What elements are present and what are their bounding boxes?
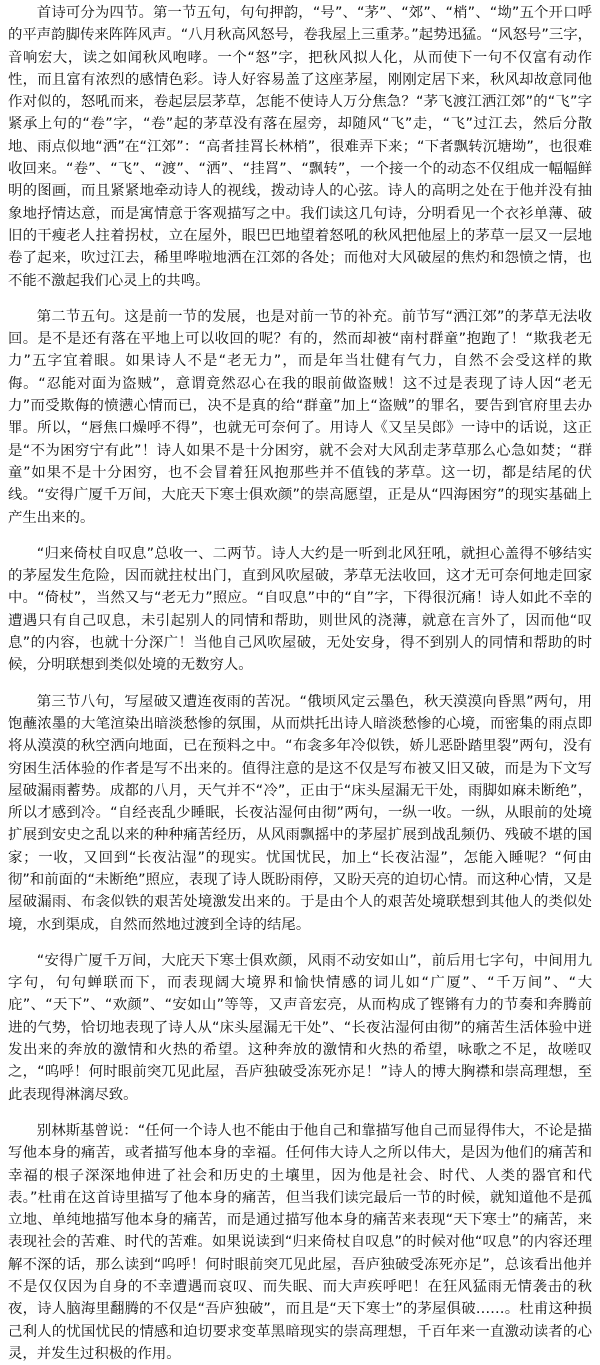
paragraph-section-2: 第二节五句。这是前一节的发展，也是对前一节的补充。前节写“洒江郊”的茅草无法收回。是不是还有落在平地上可以收回的呢？有的，然而却被“南村群童”抱跑了！“欺我老无力”五字宜着眼。如果诗人不是“老无力”，而是年当壮健有气力，自然不会受这样的欺侮。“忍能对面为盗贼”，意谓竟然忍心在我的眼前做盗贼！这不过是表现了诗人因“老无力”而受欺侮的愤懑心情而已，决不是真的给“群童”加上“盗贼”的罪名，要告到官府里去办罪。所以，“唇焦口燥呼不得”，也就无可奈何了。用诗人《又呈吴郎》一诗中的话说，这正是“不为困穷宁有此”！诗人如果不是十分困穷，就不会对大风刮走茅草那么心急如焚；“群童”如果不是十分困穷，也不会冒着狂风抱那些并不值钱的茅草。这一切，都是结尾的伏线。“安得广厦千万间，大庇天下寒士俱欢颜”的崇高愿望，正是从“四海困穷”的现实基础上产生出来的。 <box>8 308 592 526</box>
paragraph-summary: “归来倚杖自叹息”总收一、二两节。诗人大约是一听到北风狂吼，就担心盖得不够结实的茅屋发生危险，因而就拄杖出门，直到风吹屋破，茅草无法收回，这才无可奈何地走回家中。“倚杖”，当然又与“老无力”照应。“自叹息”中的“自”字，下得很沉痛！诗人如此不幸的遭遇只有自己叹息，未引起别人的同情和帮助，则世风的浇薄，就意在言外了，因而他“叹息”的内容，也就十分深广！当他自己风吹屋破，无处安身，得不到别人的同情和帮助的时候，分明联想到类似处境的无数穷人。 <box>8 545 592 674</box>
article-body <box>8 2 592 1365</box>
paragraph-section-4: “安得广厦千万间，大庇天下寒士俱欢颜，风雨不动安如山”，前后用七字句，中间用九字句，句句蝉联而下，而表现阔大境界和愉快情感的词儿如“广厦”、“千万间”、“大庇”、“天下”、“欢颜”、“安如山”等等，又声音宏亮，从而构成了铿锵有力的节奏和奔腾前进的气势，恰切地表现了诗人从“床头屋漏无干处”、“长夜沾湿何由彻”的痛苦生活体验中迸发出来的奔放的激情和火热的希望。这种奔放的激情和火热的希望，咏歌之不足，故嗟叹之，“呜呼！何时眼前突兀见此屋，吾庐独破受冻死亦足！”诗人的博大胸襟和崇高理想，至此表现得淋漓尽致。 <box>8 952 592 1103</box>
paragraph-section-1: 首诗可分为四节。第一节五句，句句押韵，“号”、“茅”、“郊”、“梢”、“坳”五个开口呼的平声韵脚传来阵阵风声。“八月秋高风怒号，卷我屋上三重茅。”起势迅猛。“风怒号”三字，音响宏大，读之如闻秋风咆哮。一个“怒”字，把秋风拟人化，从而使下一句不仅富有动作性，而且富有浓烈的感情色彩。诗人好容易盖了这座茅屋，刚刚定居下来，秋风却故意同他作对似的，怒吼而来，卷起层层茅草，怎能不使诗人万分焦急？“茅飞渡江洒江郊”的“飞”字紧承上句的“卷”字，“卷”起的茅草没有落在屋旁，却随风“飞”走，“飞”过江去，然后分散地、雨点似地“洒”在“江郊”：“高者挂罥长林梢”，很难弄下来；“下者飘转沉塘坳”，也很难收回来。“卷”、“飞”、“渡”、“洒”、“挂罥”、“飘转”，一个接一个的动态不仅组成一幅幅鲜明的图画，而且紧紧地牵动诗人的视线，拨动诗人的心弦。诗人的高明之处在于他并没有抽象地抒情达意，而是寓情意于客观描写之中。我们读这几句诗，分明看见一个衣衫单薄、破旧的干瘦老人拄着拐杖，立在屋外，眼巴巴地望着怒吼的秋风把他屋上的茅草一层又一层地卷了起来，吹过江去，稀里哗啦地洒在江郊的各处；而他对大风破屋的焦灼和怨愤之情，也不能不激起我们心灵上的共鸣。 <box>8 5 592 289</box>
paragraph-section-3: 第三节八句，写屋破又遭连夜雨的苦况。“俄顷风定云墨色，秋天漠漠向昏黑”两句，用饱蘸浓墨的大笔渲染出暗淡愁惨的氛围，从而烘托出诗人暗淡愁惨的心境，而密集的雨点即将从漠漠的秋空洒向地面，已在预料之中。“布衾多年冷似铁，娇儿恶卧踏里裂”两句，没有穷困生活体验的作者是写不出来的。值得注意的是这不仅是写布被又旧又破，而是为下文写屋破漏雨蓄势。成都的八月，天气并不“冷”，正由于“床头屋漏无干处，雨脚如麻未断绝”，所以才感到冷。“自经丧乱少睡眠，长夜沾湿何由彻”两句，一纵一收。一纵，从眼前的处境扩展到安史之乱以来的种种痛苦经历，从风雨飘摇中的茅屋扩展到战乱频仍、残破不堪的国家；一收，又回到“长夜沾湿”的现实。忧国忧民，加上“长夜沾湿”，怎能入睡呢？“何由彻”和前面的“未断绝”照应，表现了诗人既盼雨停，又盼天亮的迫切心情。而这种心情，又是屋破漏雨、布衾似铁的艰苦处境激发出来的。于是由个人的艰苦处境联想到其他人的类似处境，水到渠成，自然而然地过渡到全诗的结尾。 <box>8 693 592 933</box>
paragraph-conclusion: 别林斯基曾说：“任何一个诗人也不能由于他自己和靠描写他自己而显得伟大，不论是描写他本身的痛苦，或者描写他本身的幸福。任何伟大诗人之所以伟大，是因为他们的痛苦和幸福的根子深深地伸进了社会和历史的土壤里，因为他是社会、时代、人类的器官和代表。”杜甫在这首诗里描写了他本身的痛苦，但当我们读完最后一节的时候，就知道他不是孤立地、单纯地描写他本身的痛苦，而是通过描写他本身的痛苦来表现“天下寒士”的痛苦，来表现社会的苦难、时代的苦难。如果说读到“归来倚杖自叹息”的时候对他“叹息”的内容还理解不深的话，那么读到“呜呼！何时眼前突兀见此屋，吾庐独破受冻死亦足”，总该看出他并不是仅仅因为自身的不幸遭遇而哀叹、而失眠、而大声疾呼吧！在狂风猛雨无情袭击的秋夜，诗人脑海里翻腾的不仅是“吾庐独破”，而且是“天下寒士”的茅屋俱破……。杜甫这种损己利人的忧国忧民的情感和迫切要求变革黑暗现实的崇高理想，千百年来一直激动读者的心灵，并发生过积极的作用。 <box>8 1122 592 1362</box>
